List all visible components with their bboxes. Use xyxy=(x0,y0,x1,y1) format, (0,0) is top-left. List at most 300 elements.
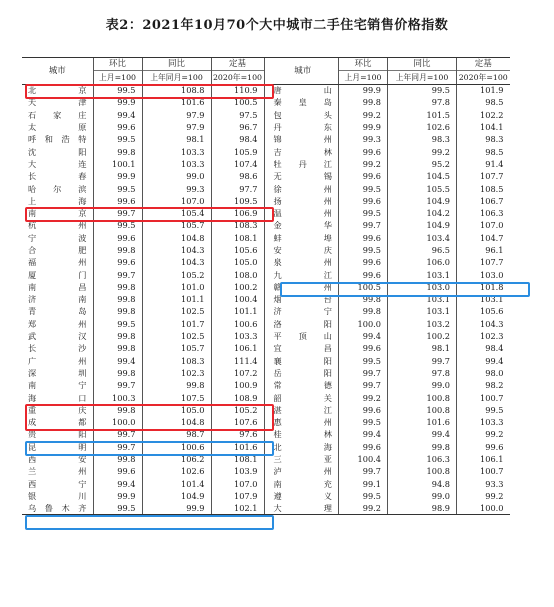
left-mom-cell: 99.6 xyxy=(93,256,142,268)
table-row xyxy=(22,195,510,207)
right-city-cell: 九 江 xyxy=(273,269,332,280)
right-mom-cell: 99.2 xyxy=(339,109,388,121)
right-city-cell: 安 庆 xyxy=(273,245,332,255)
right-yoy-cell: 98.3 xyxy=(388,133,457,145)
right-base-cell: 99.6 xyxy=(457,441,510,453)
right-base-cell: 100.7 xyxy=(457,392,510,404)
left-base-cell: 107.6 xyxy=(211,416,264,428)
right-base-cell: 103.1 xyxy=(457,293,510,305)
left-base-cell: 103.3 xyxy=(211,330,264,342)
right-base-cell: 99.2 xyxy=(457,490,510,502)
right-base-cell: 107.0 xyxy=(457,219,510,231)
left-mom-cell: 99.7 xyxy=(93,269,142,281)
right-city-cell: 秦皇岛 xyxy=(273,97,332,108)
left-city-cell: 成 都 xyxy=(28,417,87,428)
left-yoy-cell: 101.6 xyxy=(142,96,211,108)
left-yoy-cell: 101.4 xyxy=(142,478,211,490)
left-yoy-cell: 104.8 xyxy=(142,416,211,428)
left-yoy-cell: 99.8 xyxy=(142,379,211,391)
right-base-cell: 104.1 xyxy=(457,121,510,133)
left-city-cell: 北 京 xyxy=(28,85,87,96)
left-city-cell: 杭 州 xyxy=(28,220,87,231)
table-row xyxy=(22,170,510,182)
right-base-cell: 98.0 xyxy=(457,367,510,379)
right-city-cell: 牡丹江 xyxy=(273,158,332,169)
right-mom-cell: 100.0 xyxy=(339,318,388,330)
right-city-cell: 三 亚 xyxy=(273,454,332,465)
right-yoy-cell: 105.5 xyxy=(388,182,457,194)
left-yoy-cell: 105.4 xyxy=(142,207,211,219)
right-city-cell: 无 锡 xyxy=(273,171,332,182)
left-yoy-cell: 108.3 xyxy=(142,355,211,367)
right-yoy-cell: 99.4 xyxy=(388,428,457,440)
header-yoy-sub-right: 上年同月=100 xyxy=(388,71,457,84)
table-row xyxy=(22,146,510,158)
left-yoy-cell: 97.9 xyxy=(142,109,211,121)
table-row xyxy=(22,305,510,317)
right-city-cell: 温 州 xyxy=(273,208,332,219)
right-base-cell: 98.5 xyxy=(457,96,510,108)
left-city-cell: 昆 明 xyxy=(28,441,87,452)
right-city-cell: 襄 阳 xyxy=(273,355,332,366)
right-mom-cell: 99.6 xyxy=(339,232,388,244)
left-mom-cell: 99.4 xyxy=(93,478,142,490)
right-yoy-cell: 99.5 xyxy=(388,84,457,96)
left-base-cell: 110.9 xyxy=(211,84,264,96)
right-city-cell: 常 德 xyxy=(273,380,332,391)
right-city-cell: 蚌 埠 xyxy=(273,232,332,243)
right-mom-cell: 99.5 xyxy=(339,416,388,428)
right-mom-cell: 99.8 xyxy=(339,96,388,108)
left-mom-cell: 99.8 xyxy=(93,305,142,317)
highlight-haikou xyxy=(25,441,274,456)
left-city-cell: 济 南 xyxy=(28,294,87,305)
left-base-cell: 108.0 xyxy=(211,269,264,281)
table-row xyxy=(22,379,510,391)
right-city-cell: 大 理 xyxy=(268,502,339,515)
left-base-cell: 100.9 xyxy=(211,379,264,391)
right-city-cell: 泸 州 xyxy=(273,466,332,477)
header-mom-sub-left: 上月=100 xyxy=(93,71,142,84)
right-city-cell: 韶 关 xyxy=(273,392,332,403)
right-mom-cell: 99.6 xyxy=(339,342,388,354)
left-base-cell: 108.1 xyxy=(211,453,264,465)
right-base-cell: 93.3 xyxy=(457,478,510,490)
left-yoy-cell: 103.3 xyxy=(142,158,211,170)
right-mom-cell: 99.7 xyxy=(339,465,388,477)
table-row xyxy=(22,232,510,244)
right-city-cell: 洛 阳 xyxy=(273,318,332,329)
left-mom-cell: 99.6 xyxy=(93,465,142,477)
left-yoy-cell: 99.9 xyxy=(142,502,211,515)
header-base-sub-right: 2020年=100 xyxy=(457,71,510,84)
left-yoy-cell: 98.7 xyxy=(142,428,211,440)
left-base-cell: 105.6 xyxy=(211,244,264,256)
left-city-cell: 合 肥 xyxy=(28,245,87,255)
left-city-cell: 郑 州 xyxy=(28,318,87,329)
left-yoy-cell: 105.0 xyxy=(142,404,211,416)
right-mom-cell: 99.6 xyxy=(339,256,388,268)
left-base-cell: 97.7 xyxy=(211,182,264,194)
table-row xyxy=(22,502,510,515)
left-city-cell: 厦 门 xyxy=(28,269,87,280)
right-yoy-cell: 104.5 xyxy=(388,170,457,182)
left-mom-cell: 99.6 xyxy=(93,121,142,133)
left-city-cell: 乌鲁木齐 xyxy=(22,502,93,515)
right-yoy-cell: 100.8 xyxy=(388,465,457,477)
left-base-cell: 106.9 xyxy=(211,207,264,219)
right-base-cell: 98.3 xyxy=(457,133,510,145)
highlight-xian xyxy=(25,515,274,530)
left-city-cell: 呼和浩特 xyxy=(28,134,87,145)
left-base-cell: 100.6 xyxy=(211,318,264,330)
header-yoy-sub-left: 上年同月=100 xyxy=(142,71,211,84)
right-yoy-cell: 97.8 xyxy=(388,367,457,379)
right-yoy-cell: 104.9 xyxy=(388,195,457,207)
table-row xyxy=(22,478,510,490)
left-yoy-cell: 105.7 xyxy=(142,219,211,231)
right-base-cell: 106.3 xyxy=(457,207,510,219)
right-city-cell: 北 海 xyxy=(273,441,332,452)
table-row xyxy=(22,318,510,330)
right-city-cell: 惠 州 xyxy=(273,417,332,428)
right-city-cell: 岳 阳 xyxy=(273,367,332,378)
left-city-cell: 广 州 xyxy=(28,355,87,366)
right-mom-cell: 99.2 xyxy=(339,502,388,515)
right-city-cell: 丹 东 xyxy=(273,122,332,133)
left-yoy-cell: 97.9 xyxy=(142,121,211,133)
left-mom-cell: 99.7 xyxy=(93,441,142,453)
right-base-cell: 91.4 xyxy=(457,158,510,170)
table-row xyxy=(22,256,510,268)
right-base-cell: 104.3 xyxy=(457,318,510,330)
right-yoy-cell: 98.9 xyxy=(388,502,457,515)
left-base-cell: 107.0 xyxy=(211,478,264,490)
right-yoy-cell: 103.0 xyxy=(388,281,457,293)
left-city-cell: 宁 波 xyxy=(28,232,87,243)
right-base-cell: 105.6 xyxy=(457,305,510,317)
table-row xyxy=(22,490,510,502)
right-mom-cell: 99.8 xyxy=(339,293,388,305)
left-yoy-cell: 100.6 xyxy=(142,441,211,453)
right-city-cell: 徐 州 xyxy=(273,183,332,194)
right-city-cell: 泉 州 xyxy=(273,257,332,268)
left-yoy-cell: 104.9 xyxy=(142,490,211,502)
left-city-cell: 武 汉 xyxy=(28,331,87,342)
right-city-cell: 湛 江 xyxy=(273,404,332,415)
header-yoy-right: 同比 xyxy=(388,58,457,71)
table-row xyxy=(22,367,510,379)
right-mom-cell: 99.1 xyxy=(339,478,388,490)
table-row xyxy=(22,342,510,354)
left-city-cell: 太 原 xyxy=(28,122,87,133)
right-city-cell: 平顶山 xyxy=(273,331,332,342)
left-city-cell: 南 昌 xyxy=(28,281,87,292)
left-base-cell: 108.9 xyxy=(211,392,264,404)
left-base-cell: 107.4 xyxy=(211,158,264,170)
right-base-cell: 102.2 xyxy=(457,109,510,121)
right-yoy-cell: 101.5 xyxy=(388,109,457,121)
right-base-cell: 99.5 xyxy=(457,404,510,416)
right-yoy-cell: 106.0 xyxy=(388,256,457,268)
right-mom-cell: 99.2 xyxy=(339,392,388,404)
right-city-cell: 赣 州 xyxy=(273,281,332,292)
left-base-cell: 100.4 xyxy=(211,293,264,305)
left-base-cell: 102.1 xyxy=(211,502,264,515)
table-row xyxy=(22,121,510,133)
right-city-cell: 吉 林 xyxy=(273,146,332,157)
left-mom-cell: 99.5 xyxy=(93,318,142,330)
left-mom-cell: 99.7 xyxy=(93,428,142,440)
left-base-cell: 96.7 xyxy=(211,121,264,133)
right-mom-cell: 99.6 xyxy=(339,146,388,158)
right-yoy-cell: 99.2 xyxy=(388,146,457,158)
table-row xyxy=(22,465,510,477)
left-base-cell: 100.2 xyxy=(211,281,264,293)
left-mom-cell: 99.8 xyxy=(93,244,142,256)
left-yoy-cell: 101.1 xyxy=(142,293,211,305)
left-yoy-cell: 99.0 xyxy=(142,170,211,182)
left-base-cell: 105.9 xyxy=(211,146,264,158)
left-yoy-cell: 103.3 xyxy=(142,146,211,158)
left-yoy-cell: 101.7 xyxy=(142,318,211,330)
left-city-cell: 长 春 xyxy=(28,171,87,182)
left-mom-cell: 100.0 xyxy=(93,416,142,428)
left-base-cell: 101.6 xyxy=(211,441,264,453)
right-yoy-cell: 101.6 xyxy=(388,416,457,428)
right-mom-cell: 99.5 xyxy=(339,490,388,502)
left-mom-cell: 100.1 xyxy=(93,158,142,170)
left-base-cell: 105.0 xyxy=(211,256,264,268)
left-mom-cell: 99.7 xyxy=(93,379,142,391)
right-mom-cell: 99.4 xyxy=(339,428,388,440)
left-yoy-cell: 105.2 xyxy=(142,269,211,281)
left-city-cell: 石家庄 xyxy=(28,109,87,120)
right-city-cell: 烟 台 xyxy=(273,294,332,305)
right-mom-cell: 99.5 xyxy=(339,207,388,219)
left-yoy-cell: 105.7 xyxy=(142,342,211,354)
header-mom-sub-right: 上月=100 xyxy=(339,71,388,84)
right-yoy-cell: 97.8 xyxy=(388,96,457,108)
right-mom-cell: 99.9 xyxy=(339,84,388,96)
right-city-cell: 锦 州 xyxy=(273,134,332,145)
left-city-cell: 福 州 xyxy=(28,257,87,268)
right-yoy-cell: 103.2 xyxy=(388,318,457,330)
left-yoy-cell: 108.8 xyxy=(142,84,211,96)
left-yoy-cell: 102.3 xyxy=(142,367,211,379)
left-mom-cell: 99.5 xyxy=(93,133,142,145)
right-yoy-cell: 103.1 xyxy=(388,293,457,305)
right-base-cell: 98.4 xyxy=(457,342,510,354)
left-mom-cell: 99.5 xyxy=(93,182,142,194)
left-city-cell: 贵 阳 xyxy=(28,429,87,440)
highlight-quanzhou xyxy=(280,282,530,297)
header-mom-left: 环比 xyxy=(93,58,142,71)
left-mom-cell: 99.9 xyxy=(93,490,142,502)
right-base-cell: 100.7 xyxy=(457,465,510,477)
left-mom-cell: 99.8 xyxy=(93,404,142,416)
left-city-cell: 兰 州 xyxy=(28,466,87,477)
table-row xyxy=(22,133,510,145)
highlight-guangzhou-shenzhen xyxy=(25,404,274,431)
left-mom-cell: 99.6 xyxy=(93,195,142,207)
right-yoy-cell: 99.0 xyxy=(388,490,457,502)
right-yoy-cell: 100.8 xyxy=(388,404,457,416)
right-yoy-cell: 106.3 xyxy=(388,453,457,465)
left-mom-cell: 99.5 xyxy=(93,219,142,231)
right-base-cell: 101.8 xyxy=(457,281,510,293)
left-city-cell: 西 宁 xyxy=(28,478,87,489)
header-base-left: 定基 xyxy=(211,58,264,71)
right-city-cell: 宜 昌 xyxy=(273,343,332,354)
left-yoy-cell: 98.1 xyxy=(142,133,211,145)
table-row xyxy=(22,244,510,256)
right-base-cell: 99.4 xyxy=(457,355,510,367)
table-row xyxy=(22,158,510,170)
left-yoy-cell: 107.5 xyxy=(142,392,211,404)
left-mom-cell: 99.4 xyxy=(93,109,142,121)
left-mom-cell: 100.3 xyxy=(93,392,142,404)
left-base-cell: 107.2 xyxy=(211,367,264,379)
right-mom-cell: 99.5 xyxy=(339,355,388,367)
right-yoy-cell: 95.2 xyxy=(388,158,457,170)
right-mom-cell: 99.7 xyxy=(339,367,388,379)
left-mom-cell: 99.8 xyxy=(93,330,142,342)
right-city-cell: 包 头 xyxy=(273,109,332,120)
right-yoy-cell: 99.7 xyxy=(388,355,457,367)
right-base-cell: 104.7 xyxy=(457,232,510,244)
left-city-cell: 重 庆 xyxy=(28,404,87,415)
header-city-right: 城市 xyxy=(268,58,339,85)
right-yoy-cell: 96.5 xyxy=(388,244,457,256)
left-base-cell: 100.5 xyxy=(211,96,264,108)
table-row xyxy=(22,269,510,281)
table-row xyxy=(22,182,510,194)
left-city-cell: 青 岛 xyxy=(28,306,87,317)
left-mom-cell: 99.9 xyxy=(93,96,142,108)
left-city-cell: 南 宁 xyxy=(28,380,87,391)
left-base-cell: 107.9 xyxy=(211,490,264,502)
right-base-cell: 101.9 xyxy=(457,84,510,96)
left-mom-cell: 99.7 xyxy=(93,207,142,219)
left-mom-cell: 99.8 xyxy=(93,293,142,305)
left-yoy-cell: 102.5 xyxy=(142,305,211,317)
right-mom-cell: 99.6 xyxy=(339,269,388,281)
left-base-cell: 108.3 xyxy=(211,219,264,231)
right-mom-cell: 99.6 xyxy=(339,170,388,182)
right-city-cell: 南 充 xyxy=(273,478,332,489)
left-yoy-cell: 107.0 xyxy=(142,195,211,207)
right-yoy-cell: 99.0 xyxy=(388,379,457,391)
left-city-cell: 长 沙 xyxy=(28,343,87,354)
left-city-cell: 西 安 xyxy=(28,454,87,465)
left-mom-cell: 99.8 xyxy=(93,367,142,379)
right-mom-cell: 99.4 xyxy=(339,330,388,342)
left-yoy-cell: 102.5 xyxy=(142,330,211,342)
left-mom-cell: 99.9 xyxy=(93,170,142,182)
right-mom-cell: 99.6 xyxy=(339,404,388,416)
right-base-cell: 108.5 xyxy=(457,182,510,194)
left-base-cell: 103.9 xyxy=(211,465,264,477)
header-city-left: 城市 xyxy=(22,58,93,85)
right-base-cell: 103.3 xyxy=(457,416,510,428)
left-base-cell: 98.4 xyxy=(211,133,264,145)
left-yoy-cell: 99.3 xyxy=(142,182,211,194)
right-city-cell: 唐 山 xyxy=(273,85,332,96)
left-base-cell: 101.1 xyxy=(211,305,264,317)
table-row xyxy=(22,109,510,121)
highlight-beijing xyxy=(25,84,274,99)
right-mom-cell: 99.8 xyxy=(339,305,388,317)
right-yoy-cell: 102.6 xyxy=(388,121,457,133)
right-yoy-cell: 103.1 xyxy=(388,269,457,281)
left-city-cell: 深 圳 xyxy=(28,367,87,378)
header-base-right: 定基 xyxy=(457,58,510,71)
left-yoy-cell: 102.6 xyxy=(142,465,211,477)
right-base-cell: 102.3 xyxy=(457,330,510,342)
page-title: 表2：2021年10月70个大中城市二手住宅销售价格指数 xyxy=(105,18,449,33)
header-mom-right: 环比 xyxy=(339,58,388,71)
right-mom-cell: 99.6 xyxy=(339,195,388,207)
left-yoy-cell: 104.3 xyxy=(142,256,211,268)
left-base-cell: 105.2 xyxy=(211,404,264,416)
left-base-cell: 97.5 xyxy=(211,109,264,121)
right-mom-cell: 99.7 xyxy=(339,379,388,391)
left-mom-cell: 99.5 xyxy=(93,502,142,515)
left-yoy-cell: 101.0 xyxy=(142,281,211,293)
left-yoy-cell: 104.8 xyxy=(142,232,211,244)
left-city-cell: 南 京 xyxy=(28,208,87,219)
table-row xyxy=(22,355,510,367)
right-base-cell: 98.2 xyxy=(457,379,510,391)
right-yoy-cell: 103.4 xyxy=(388,232,457,244)
left-mom-cell: 99.4 xyxy=(93,355,142,367)
right-city-cell: 桂 林 xyxy=(273,429,332,440)
right-city-cell: 济 宁 xyxy=(273,306,332,317)
left-mom-cell: 99.8 xyxy=(93,146,142,158)
left-city-cell: 上 海 xyxy=(28,195,87,206)
left-city-cell: 银 川 xyxy=(28,490,87,501)
left-mom-cell: 99.6 xyxy=(93,232,142,244)
table-row xyxy=(22,392,510,404)
right-yoy-cell: 100.8 xyxy=(388,392,457,404)
header-yoy-left: 同比 xyxy=(142,58,211,71)
right-base-cell: 96.1 xyxy=(457,244,510,256)
right-yoy-cell: 98.1 xyxy=(388,342,457,354)
left-base-cell: 106.1 xyxy=(211,342,264,354)
left-base-cell: 97.6 xyxy=(211,428,264,440)
right-yoy-cell: 104.9 xyxy=(388,219,457,231)
left-base-cell: 109.5 xyxy=(211,195,264,207)
table-row xyxy=(22,330,510,342)
left-mom-cell: 99.8 xyxy=(93,281,142,293)
right-base-cell: 107.7 xyxy=(457,170,510,182)
right-base-cell: 107.7 xyxy=(457,256,510,268)
highlight-shanghai xyxy=(25,207,274,222)
right-base-cell: 103.0 xyxy=(457,269,510,281)
right-mom-cell: 99.7 xyxy=(339,219,388,231)
left-city-cell: 大 连 xyxy=(28,158,87,169)
left-mom-cell: 99.5 xyxy=(93,84,142,96)
left-city-cell: 天 津 xyxy=(28,97,87,108)
right-base-cell: 100.0 xyxy=(457,502,510,515)
left-base-cell: 111.4 xyxy=(211,355,264,367)
right-yoy-cell: 104.2 xyxy=(388,207,457,219)
right-base-cell: 98.5 xyxy=(457,146,510,158)
right-mom-cell: 99.5 xyxy=(339,244,388,256)
left-yoy-cell: 106.2 xyxy=(142,453,211,465)
right-mom-cell: 99.3 xyxy=(339,133,388,145)
